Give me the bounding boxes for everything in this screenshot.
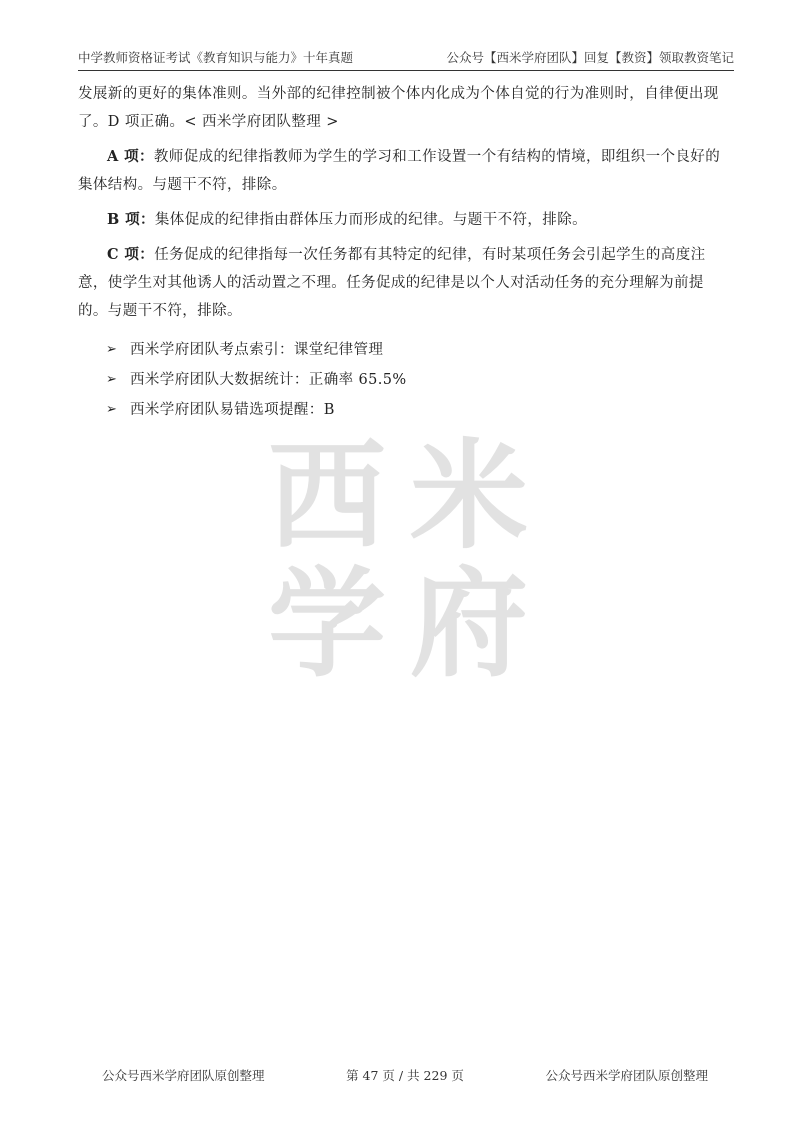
option-b-label: B 项：: [107, 211, 155, 228]
summary-list: [78, 335, 732, 425]
footer-right-text: 公众号西米学府团队原创整理: [545, 1068, 708, 1083]
list-item-text: 西米学府团队大数据统计：正确率 65.5%: [130, 372, 407, 388]
list-item: [78, 335, 732, 365]
arrow-right-icon: ➢: [106, 372, 118, 387]
page-number: 第 47 页 / 共 229 页: [346, 1068, 464, 1083]
watermark-char: 学: [268, 555, 387, 693]
watermark-char: 米: [409, 427, 528, 565]
watermark-char: 西: [268, 427, 387, 565]
option-c-text: 任务促成的纪律指每一次任务都有其特定的纪律，有时某项任务会引起学生的高度注意，使学生对其他诱人的活动置之不理。任务促成的纪律是以个人对活动任务的充分理解为前提的。与题干不符，排除。: [78, 247, 706, 319]
option-a-paragraph: [78, 143, 732, 199]
page-footer: [102, 1066, 708, 1084]
option-a-text: 教师促成的纪律指教师为学生的学习和工作设置一个有结构的情境，即组织一个良好的集体结构。与题干不符，排除。: [78, 149, 721, 193]
list-item-text: 西米学府团队易错选项提醒：B: [130, 402, 335, 418]
list-item: [78, 395, 732, 425]
page-header: [78, 44, 734, 71]
watermark-char: 府: [409, 555, 528, 693]
explanation-paragraph: 发展新的更好的集体准则。当外部的纪律控制被个体内化成为个体自觉的行为准则时，自律便出现了。D 项正确。< 西米学府团队整理 >: [78, 86, 719, 130]
arrow-right-icon: ➢: [106, 342, 118, 357]
watermark-row-top: [268, 427, 528, 565]
main-content: [78, 80, 732, 425]
option-b-text: 集体促成的纪律指由群体压力而形成的纪律。与题干不符，排除。: [154, 212, 588, 228]
option-c-label: C 项：: [107, 246, 155, 263]
option-c-paragraph: [78, 241, 732, 325]
list-item-text: 西米学府团队考点索引：课堂纪律管理: [130, 342, 384, 358]
list-item: [78, 365, 732, 395]
watermark-row-bottom: [268, 555, 528, 693]
watermark: [268, 427, 528, 693]
option-a-label: A 项：: [107, 148, 154, 165]
option-b-paragraph: [78, 206, 732, 234]
arrow-right-icon: ➢: [106, 402, 118, 417]
header-right-text: 公众号【西米学府团队】回复【教资】领取教资笔记: [446, 50, 734, 65]
header-left-text: 中学教师资格证考试《教育知识与能力》十年真题: [78, 50, 354, 65]
footer-left-text: 公众号西米学府团队原创整理: [102, 1068, 265, 1083]
